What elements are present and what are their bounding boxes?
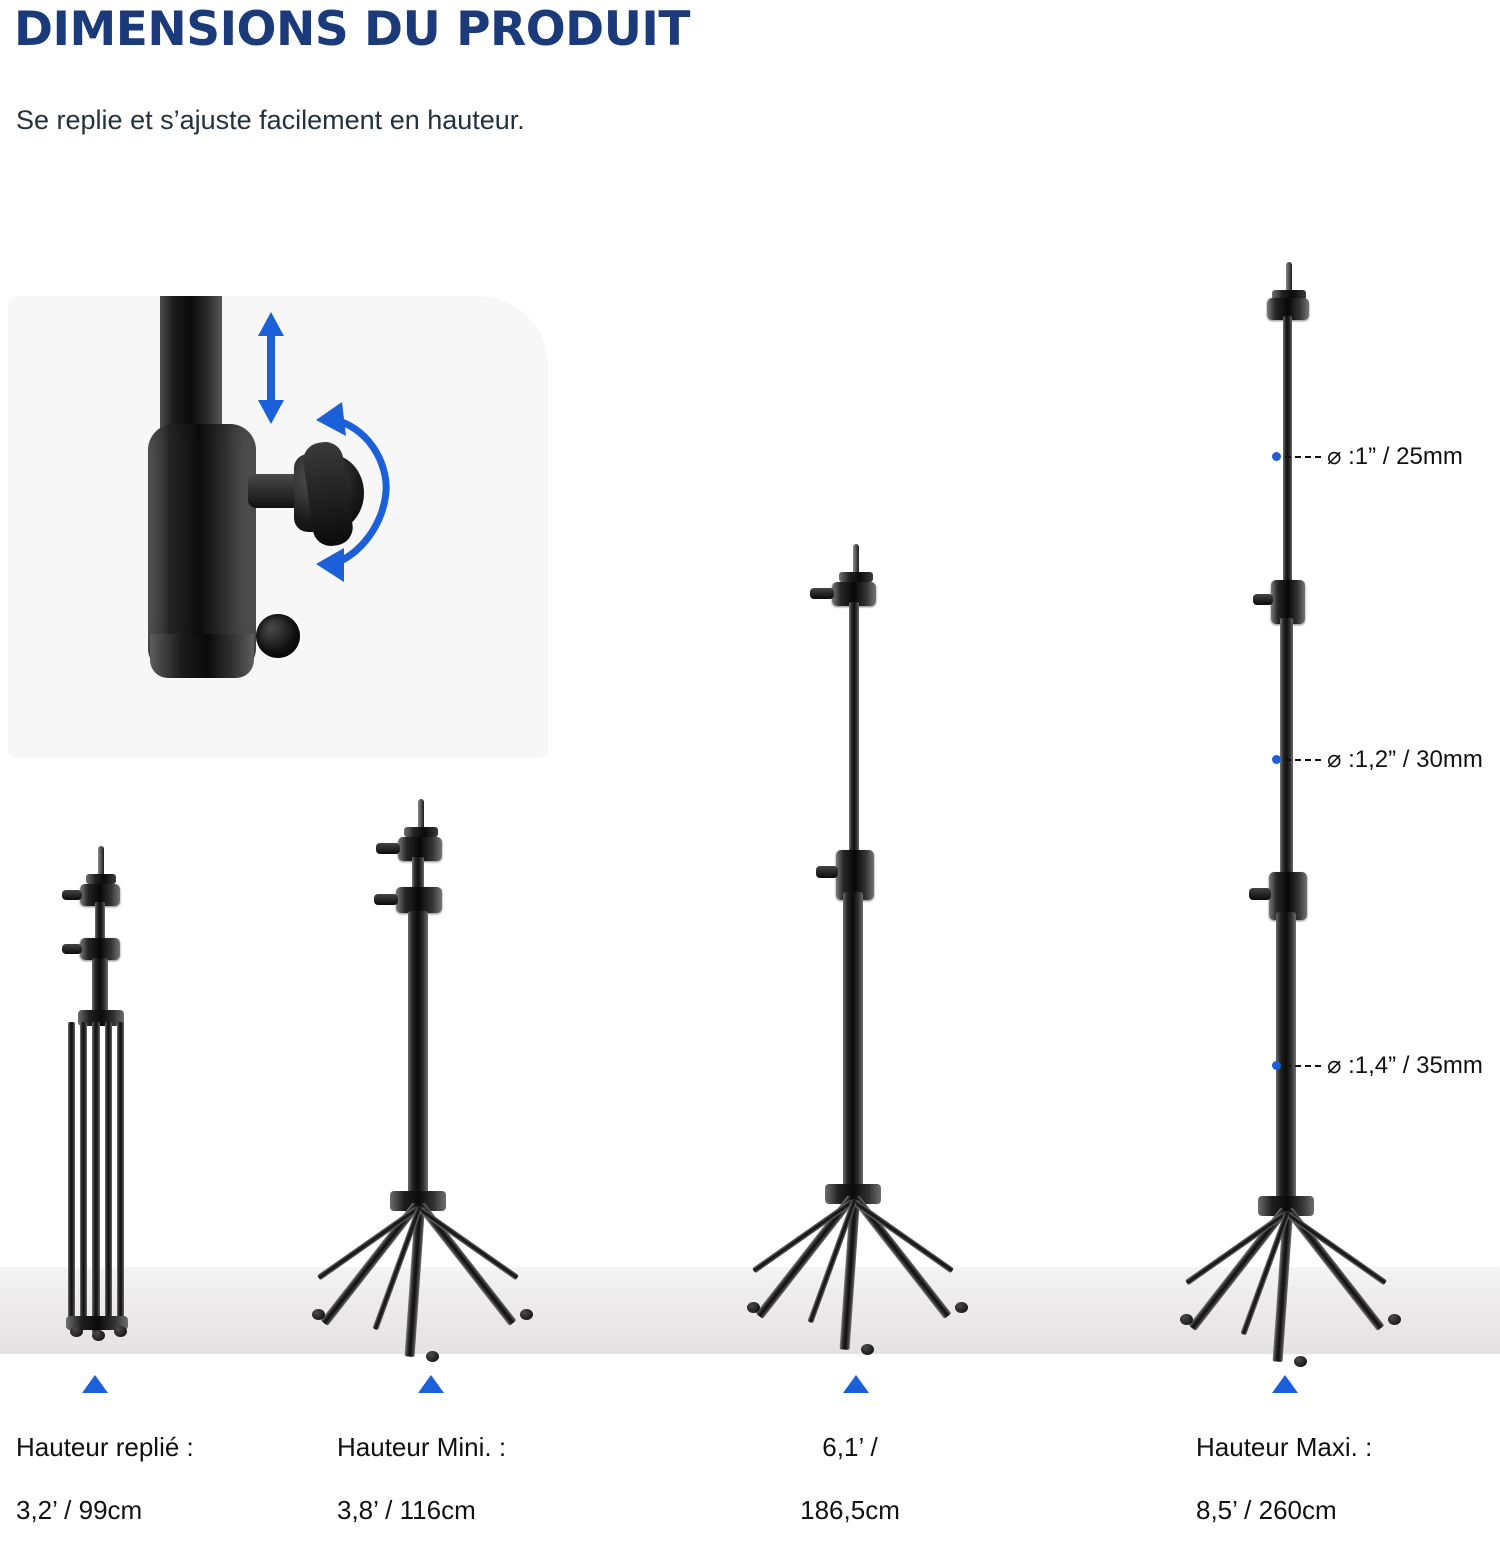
- mid-clamp: [396, 887, 442, 913]
- folded-leg: [68, 1022, 75, 1322]
- clamp-knob: [816, 866, 838, 878]
- foot: [1294, 1356, 1307, 1367]
- foot: [861, 1344, 874, 1355]
- folded-leg: [105, 1022, 112, 1327]
- folded-leg: [80, 1022, 87, 1327]
- head-plate: [404, 827, 438, 837]
- clamp-knob: [1253, 594, 1273, 605]
- caption-folded-line1: Hauteur replié :: [16, 1431, 194, 1462]
- callout-dash-icon: [1285, 456, 1321, 458]
- callout-diameter-30mm: [1272, 745, 1483, 774]
- callout-dash-icon: [1285, 759, 1321, 761]
- caption-folded: [16, 1400, 316, 1559]
- callout-diameter-25mm: [1272, 442, 1463, 471]
- caption-min-line1: Hauteur Mini. :: [337, 1431, 507, 1462]
- caption-max-line2: 8,5’ / 260cm: [1196, 1495, 1337, 1526]
- callout-label: ⌀ :1,2” / 30mm: [1327, 746, 1483, 773]
- mid-clamp: [80, 938, 120, 960]
- caption-folded-line2: 3,2’ / 99cm: [16, 1495, 143, 1526]
- foot: [426, 1351, 439, 1362]
- foot: [114, 1326, 127, 1337]
- knob-detail-inset: [8, 296, 548, 758]
- marker-folded: [82, 1375, 108, 1393]
- foot: [520, 1309, 533, 1320]
- callout-dot-icon: [1272, 1061, 1281, 1070]
- caption-mid: [760, 1400, 940, 1559]
- callout-dash-icon: [1285, 1065, 1321, 1067]
- folded-main-tube: [92, 958, 108, 1018]
- clamp-knob: [376, 843, 400, 854]
- foot: [312, 1309, 325, 1320]
- page-subtitle: Se replie et s’ajuste facilement en hauteur.: [16, 105, 525, 135]
- clamp-knob: [810, 588, 834, 599]
- stand-min-height: [190, 795, 550, 1365]
- caption-mid-line2: 186,5cm: [800, 1495, 900, 1526]
- inset-screw-hole: [256, 614, 300, 658]
- caption-min: [337, 1400, 657, 1559]
- foot: [70, 1326, 83, 1337]
- clamp-knob: [62, 890, 82, 900]
- folded-leg: [117, 1022, 124, 1322]
- clamp-knob: [374, 894, 398, 905]
- caption-max: [1196, 1400, 1500, 1559]
- main-tube: [408, 911, 428, 1201]
- height-adjust-arrow-icon: [254, 310, 288, 426]
- head-plate: [86, 874, 116, 884]
- foot: [92, 1330, 105, 1341]
- stand-folded: [40, 840, 170, 1360]
- clamp-knob: [62, 944, 82, 954]
- marker-mid: [843, 1375, 869, 1393]
- caption-mid-line1: 6,1’ /: [822, 1431, 878, 1462]
- marker-min: [418, 1375, 444, 1393]
- head-plate: [839, 572, 873, 582]
- callout-dot-icon: [1272, 755, 1281, 764]
- main-tube: [843, 892, 863, 1192]
- caption-max-line1: Hauteur Maxi. :: [1196, 1431, 1373, 1462]
- upper-section: [849, 602, 859, 862]
- folded-leg: [92, 1022, 100, 1334]
- stand-max-height: [1045, 258, 1425, 1363]
- page-title: DIMENSIONS DU PRODUIT: [14, 2, 690, 57]
- foot: [747, 1302, 760, 1313]
- foot: [955, 1302, 968, 1313]
- stand-mid-height: [610, 540, 980, 1365]
- knob-rotation-arrow-icon: [308, 396, 398, 586]
- marker-max: [1272, 1375, 1298, 1393]
- clamp-knob: [1249, 888, 1271, 900]
- foot: [1388, 1314, 1401, 1325]
- inset-collar-band: [150, 634, 254, 678]
- callout-diameter-35mm: [1272, 1051, 1483, 1080]
- callout-label: ⌀ :1,4” / 35mm: [1327, 1052, 1483, 1079]
- inset-upper-pole: [160, 296, 222, 436]
- caption-min-line2: 3,8’ / 116cm: [337, 1495, 476, 1526]
- callout-label: ⌀ :1” / 25mm: [1327, 443, 1463, 470]
- foot: [1180, 1314, 1193, 1325]
- callout-dot-icon: [1272, 452, 1281, 461]
